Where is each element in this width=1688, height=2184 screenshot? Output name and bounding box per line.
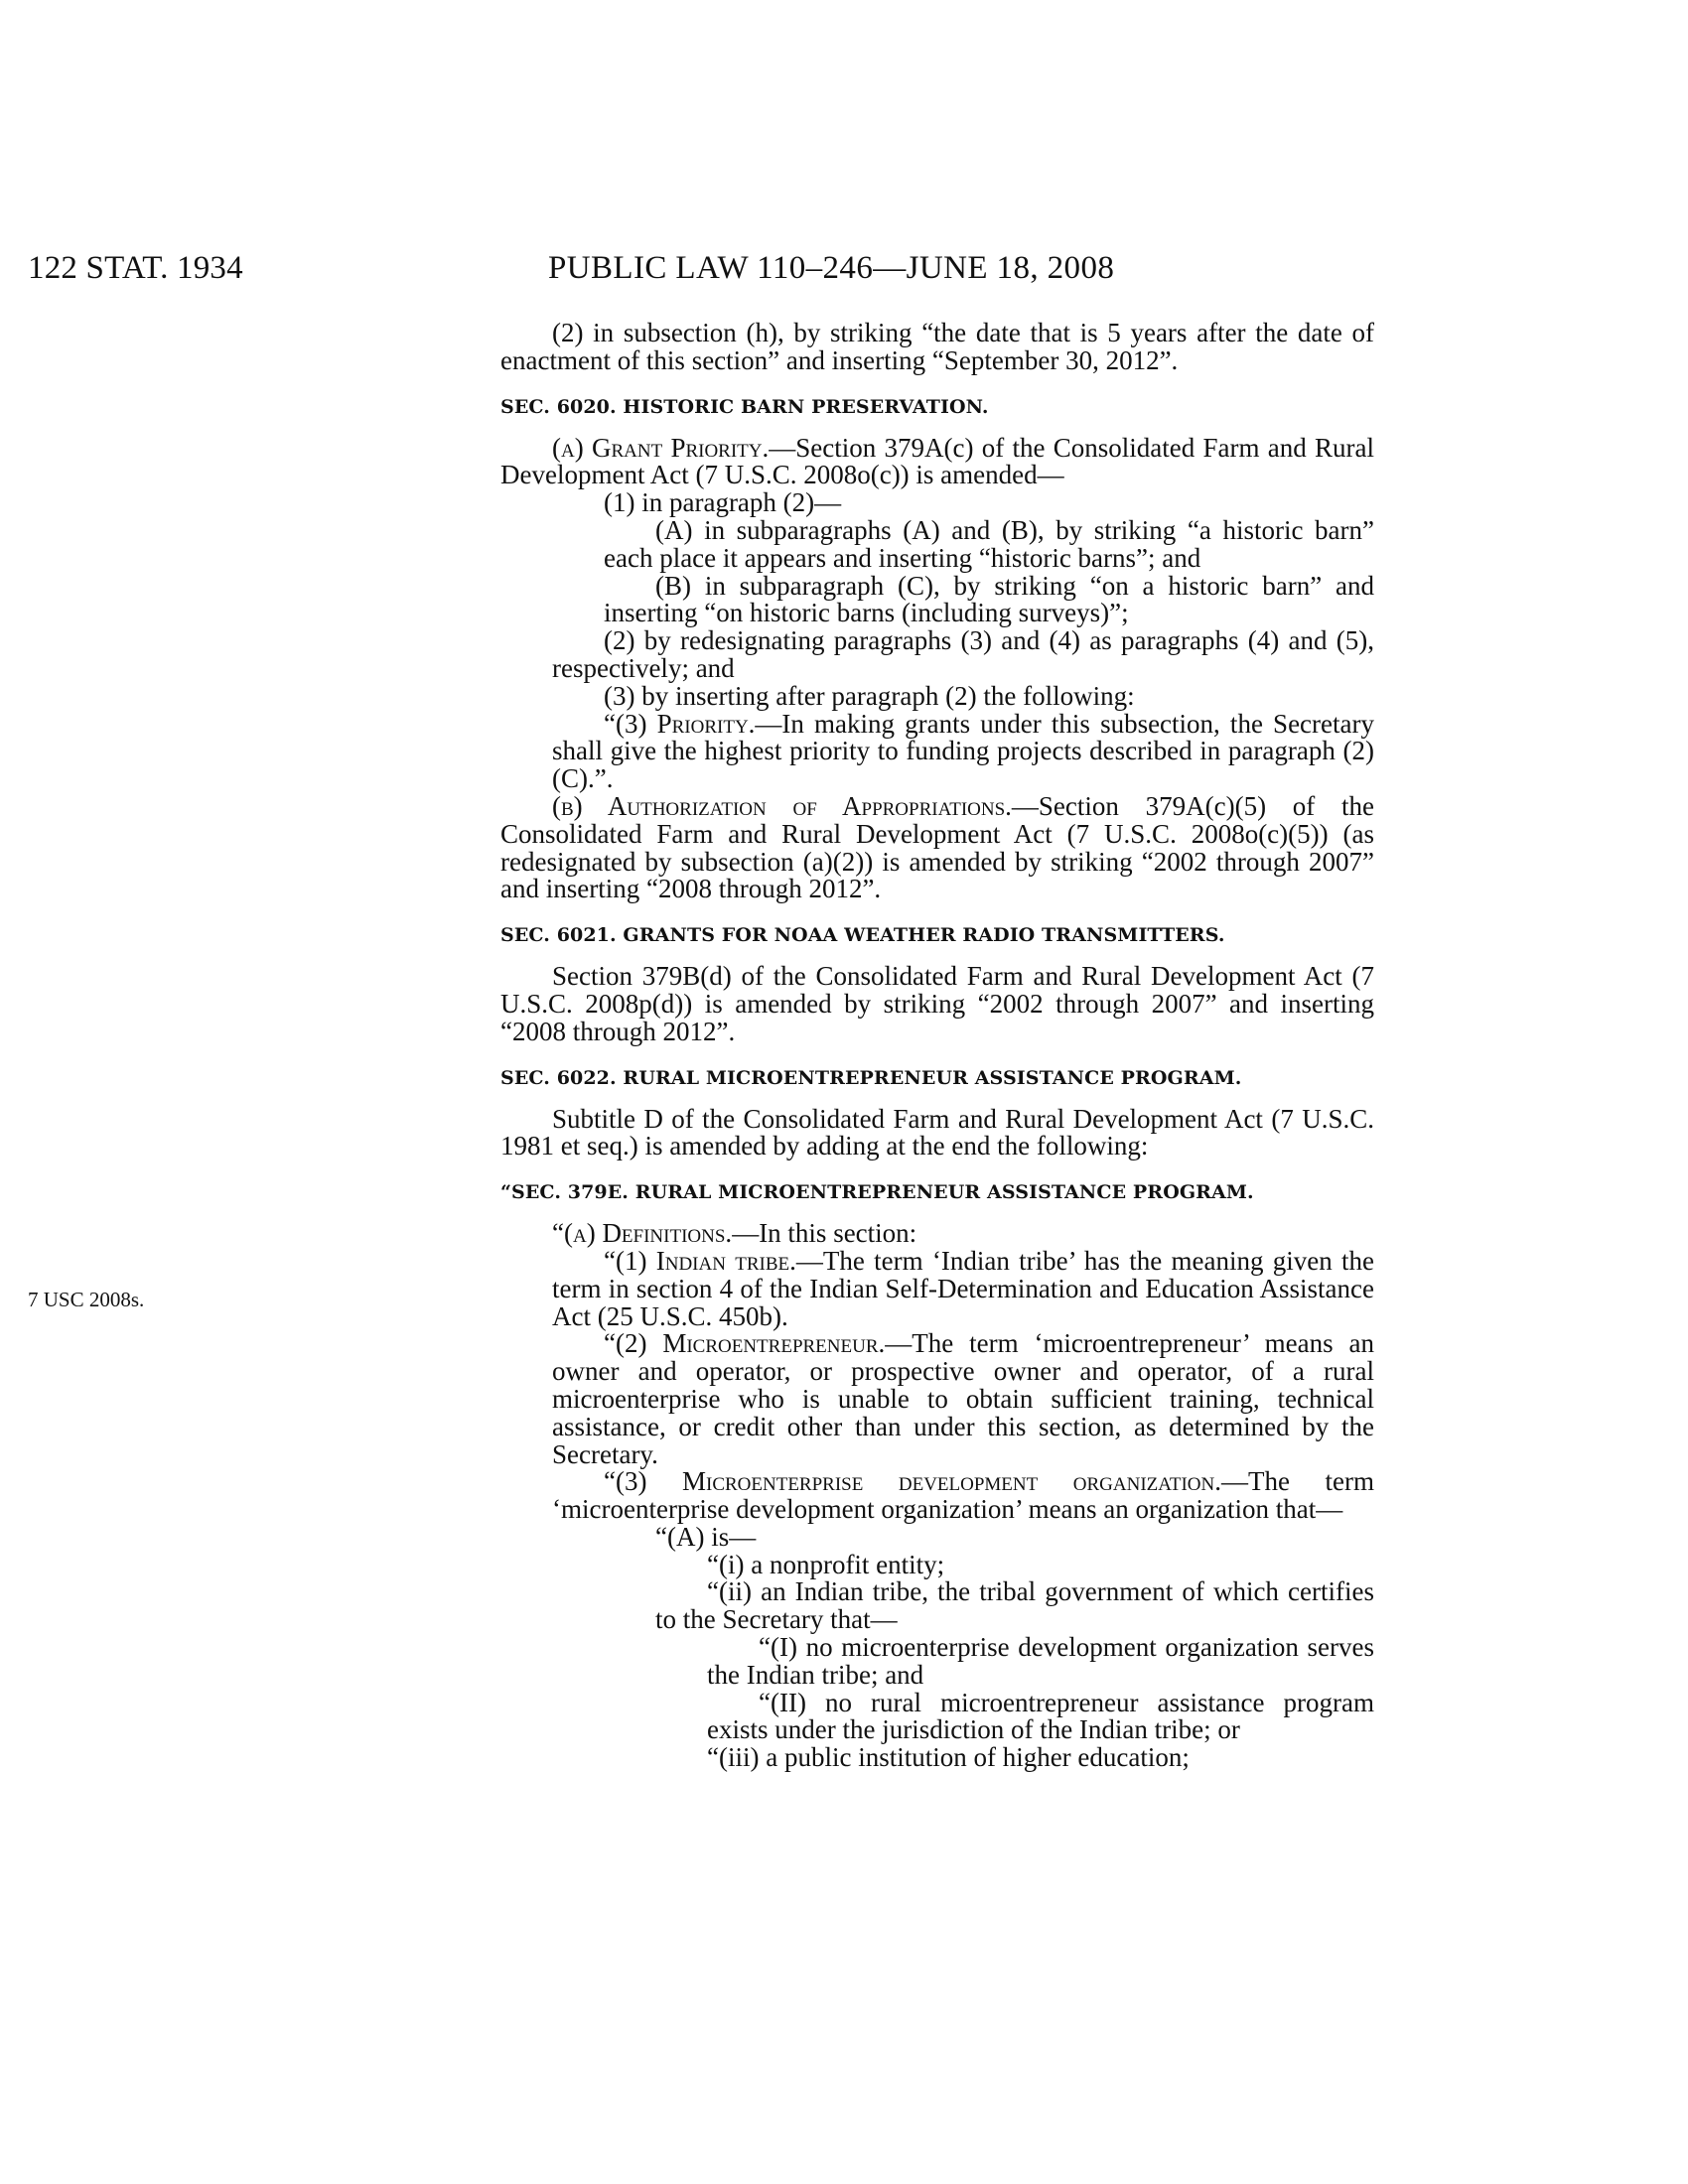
definition-mdo [500,1468,1374,1524]
sec6020-a-3: (3) by inserting after paragraph (2) the following: [604,680,1135,711]
sec6020-a-1: (1) in paragraph (2)— [604,487,842,518]
section-6022-heading: SEC. 6022. RURAL MICROENTREPRENEUR ASSISTANCE PROGRAM. [500,1066,1242,1089]
mdo-A-ii: “(ii) an Indian tribe, the tribal government of which certifies to the Secretary that— [655,1576,1374,1635]
mdo-A-ii-II: “(II) no rural microentrepreneur assistance program exists under the jurisdiction of the Indian tribe; or [707,1687,1374,1745]
definition-indian-tribe [500,1245,1374,1331]
sec6022-text: Subtitle D of the Consolidated Farm and Rural Development Act (7 U.S.C. 1981 et seq.) is amended by adding at the end the following: [500,1103,1374,1161]
sec379e-subsection-a [500,1220,1374,1248]
sec6020-a-head: (a) Grant Priority. [552,432,770,463]
mdo-A-ii-I: “(I) no microenterprise development organization serves the Indian tribe; and [707,1632,1374,1690]
mdo-A-i: “(i) a nonprofit entity; [707,1549,945,1579]
priority-head: “(3) Priority. [604,708,756,739]
document-body [500,320,1374,1772]
sec6021-text: Section 379B(d) of the Consolidated Farm and Rural Development Act (7 U.S.C. 2008p(d)) is amended by striking “2002 through 2007” and inserting “2008 through 2012”. [500,961,1374,1046]
indian-tribe-text: —The term ‘Indian tribe’ has the meaning given the term in section 4 of the Indian Self-Determination and Education Assistance Act (25 U.S.C. 450b). [552,1245,1374,1331]
mdo-head: “(3) Microenterprise development organization. [604,1466,1221,1497]
sec6020-b-text: —Section 379A(c)(5) of the Consolidated Farm and Rural Development Act (7 U.S.C. 2008o(c)(5)) (as redesignated by subsection (a)(2)) is amended by striking “2002 through 2007” and inserting “2008 through 2012”. [500,790,1374,904]
microentrepreneur-text: —The term ‘microentrepreneur’ means an owner and operator, or prospective owner and operator, of a rural microenterprise who is unable to obtain sufficient training, technical assistance, or credit other than under this section, as determined by the Secretary. [552,1328,1374,1469]
mdo-text: —The term ‘microenterprise development organization’ means an organization that— [552,1466,1374,1525]
sec6020-subsection-b [500,790,1374,904]
paragraph-2-subsection-h: (2) in subsection (h), by striking “the date that is 5 years after the date of enactment of this section” and inserting “September 30, 2012”. [500,318,1374,375]
sec6020-subsection-a [500,432,1374,490]
section-6021-heading: SEC. 6021. GRANTS FOR NOAA WEATHER RADIO TRANSMITTERS. [500,924,1225,947]
sec6020-a-1-A: (A) in subparagraphs (A) and (B), by striking “a historic barn” each place it appears and inserting “historic barns”; and [604,514,1374,573]
microentrepreneur-head: “(2) Microentrepreneur. [604,1328,886,1359]
sec6020-a-text: —Section 379A(c) of the Consolidated Farm and Rural Development Act (7 U.S.C. 2008o(c)) is amended— [500,432,1374,490]
page-reference: 122 STAT. 1934 [28,250,243,286]
margin-citation-note: 7 USC 2008s. [28,1288,145,1311]
section-379E-heading: “SEC. 379E. RURAL MICROENTREPRENEUR ASSISTANCE PROGRAM. [500,1181,1254,1204]
sec6020-b-head: (b) Authorization of Appropriations. [552,790,1012,821]
priority-text: —In making grants under this subsection, the Secretary shall give the highest priority to funding projects described in paragraph (2)(C).”. [552,708,1374,794]
sec6020-quoted-priority [500,708,1374,794]
definition-microentrepreneur [500,1330,1374,1468]
mdo-A-iii: “(iii) a public institution of higher education; [707,1742,1190,1773]
definitions-head: “(a) Definitions. [552,1218,733,1249]
running-head-title: PUBLIC LAW 110–246—JUNE 18, 2008 [548,250,1115,286]
section-6020-heading: SEC. 6020. HISTORIC BARN PRESERVATION. [500,395,989,418]
definitions-text: —In this section: [732,1218,917,1249]
sec6020-a-1-B: (B) in subparagraph (C), by striking “on a historic barn” and inserting “on historic barns (including surveys)”; [604,570,1374,628]
sec6020-a-2: (2) by redesignating paragraphs (3) and (4) as paragraphs (4) and (5), respectively; and [552,625,1374,683]
mdo-A: “(A) is— [655,1521,757,1552]
indian-tribe-head: “(1) Indian tribe. [604,1245,796,1276]
